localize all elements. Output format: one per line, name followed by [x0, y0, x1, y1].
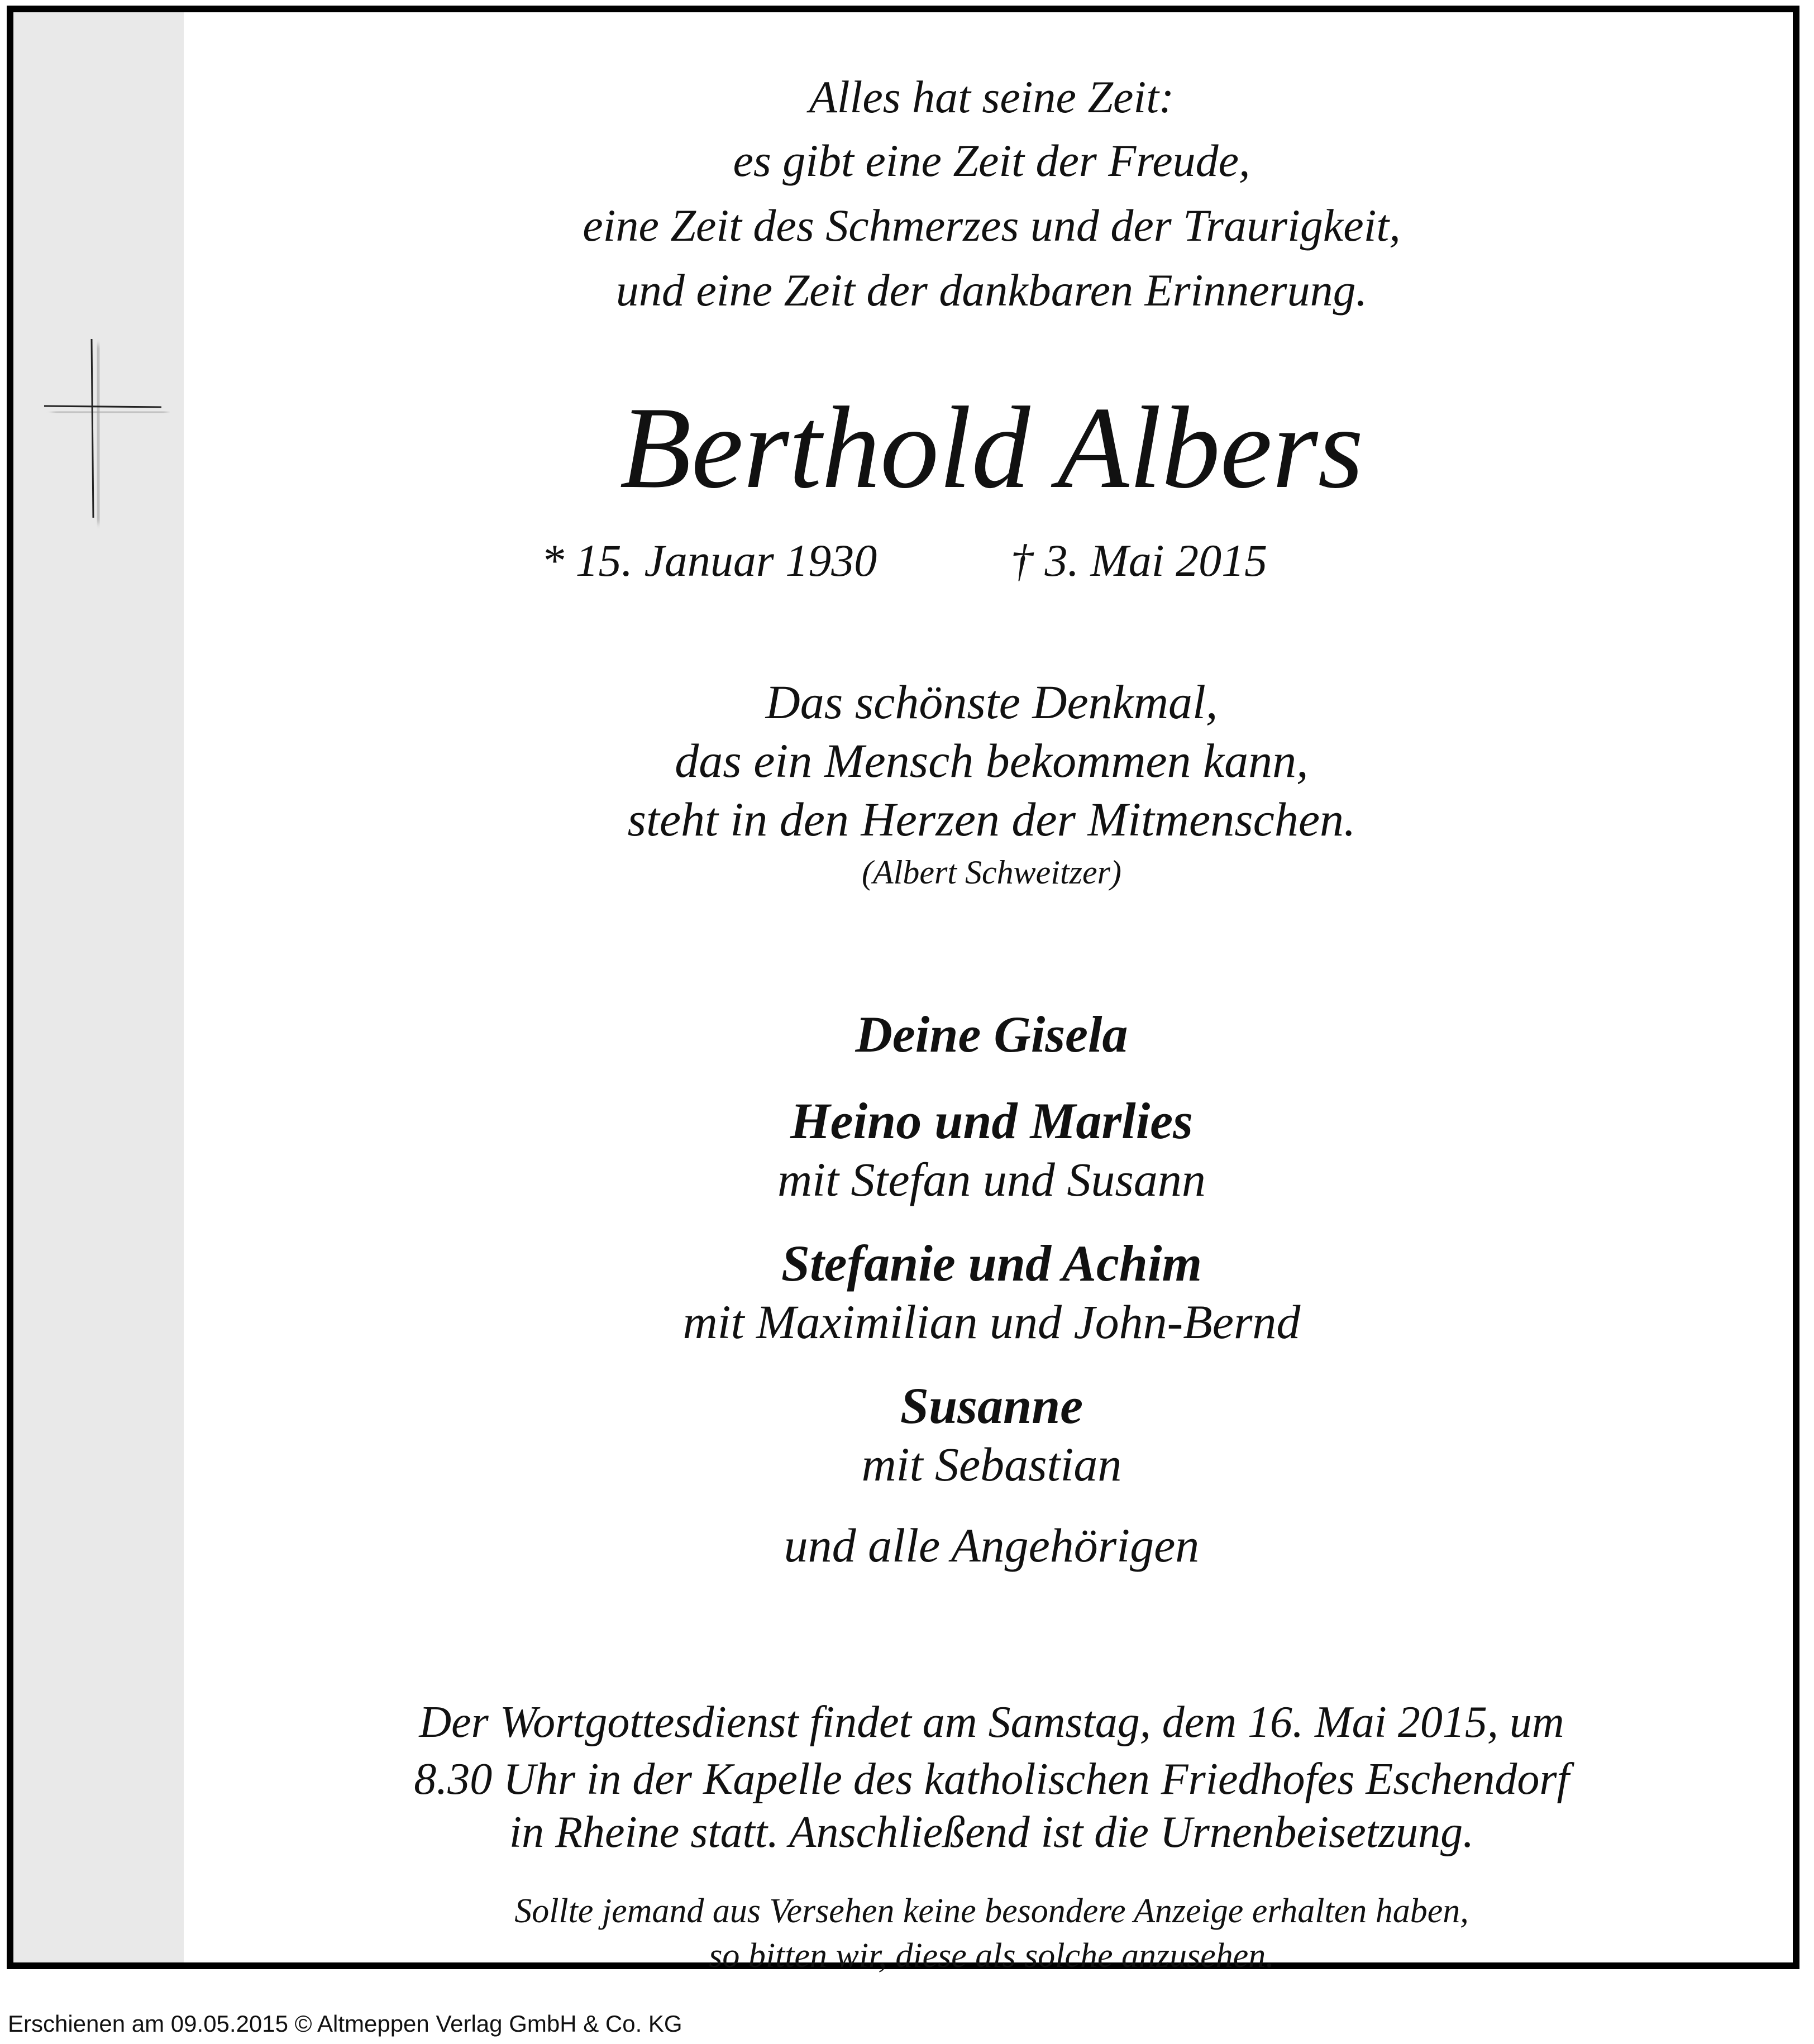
mourner-sub: mit Sebastian — [861, 1438, 1122, 1491]
birth-date: * 15. Januar 1930 — [541, 535, 877, 586]
poem-line: eine Zeit des Schmerzes und der Traurigkeit, — [583, 200, 1401, 251]
cross-icon — [36, 331, 170, 532]
mourner-sub: mit Maximilian und John-Bernd — [682, 1295, 1301, 1349]
quote-line: steht in den Herzen der Mitmenschen. — [627, 792, 1356, 846]
quote-attribution: (Albert Schweitzer) — [862, 854, 1121, 891]
service-line: Der Wortgottesdienst findet am Samstag, dem 16. Mai 2015, um — [419, 1698, 1564, 1747]
poem-line: Alles hat seine Zeit: — [809, 71, 1175, 122]
obituary-content — [184, 12, 1799, 1975]
obituary-frame — [7, 6, 1799, 1975]
mourner-sub: mit Stefan und Susann — [777, 1153, 1206, 1206]
mourner-name: Stefanie und Achim — [781, 1235, 1202, 1292]
quote-line: das ein Mensch bekommen kann, — [675, 734, 1309, 787]
note-line: so bitten wir, diese als solche anzusehen. — [709, 1937, 1274, 1975]
deceased-name: Berthold Albers — [619, 383, 1364, 513]
poem-line: und eine Zeit der dankbaren Erinnerung. — [615, 265, 1368, 316]
service-line: 8.30 Uhr in der Kapelle des katholischen Friedhofes Eschendorf — [414, 1755, 1569, 1804]
death-date: † 3. Mai 2015 — [1010, 535, 1268, 586]
publication-footer: Erschienen am 09.05.2015 © Altmeppen Verlag GmbH & Co. KG — [8, 2010, 682, 2037]
service-line: in Rheine statt. Anschließend ist die Urnenbeisetzung. — [509, 1808, 1474, 1857]
mourner-name: Deine Gisela — [855, 1006, 1128, 1063]
mourners-closing: und alle Angehörigen — [784, 1518, 1200, 1572]
note-line: Sollte jemand aus Versehen keine besondere Anzeige erhalten haben, — [514, 1892, 1469, 1930]
mourner-name: Heino und Marlies — [790, 1092, 1193, 1149]
sidebar-strip — [13, 12, 184, 1962]
poem-line: es gibt eine Zeit der Freude, — [733, 135, 1250, 186]
mourner-name: Susanne — [900, 1377, 1083, 1434]
quote-line: Das schönste Denkmal, — [765, 675, 1218, 729]
